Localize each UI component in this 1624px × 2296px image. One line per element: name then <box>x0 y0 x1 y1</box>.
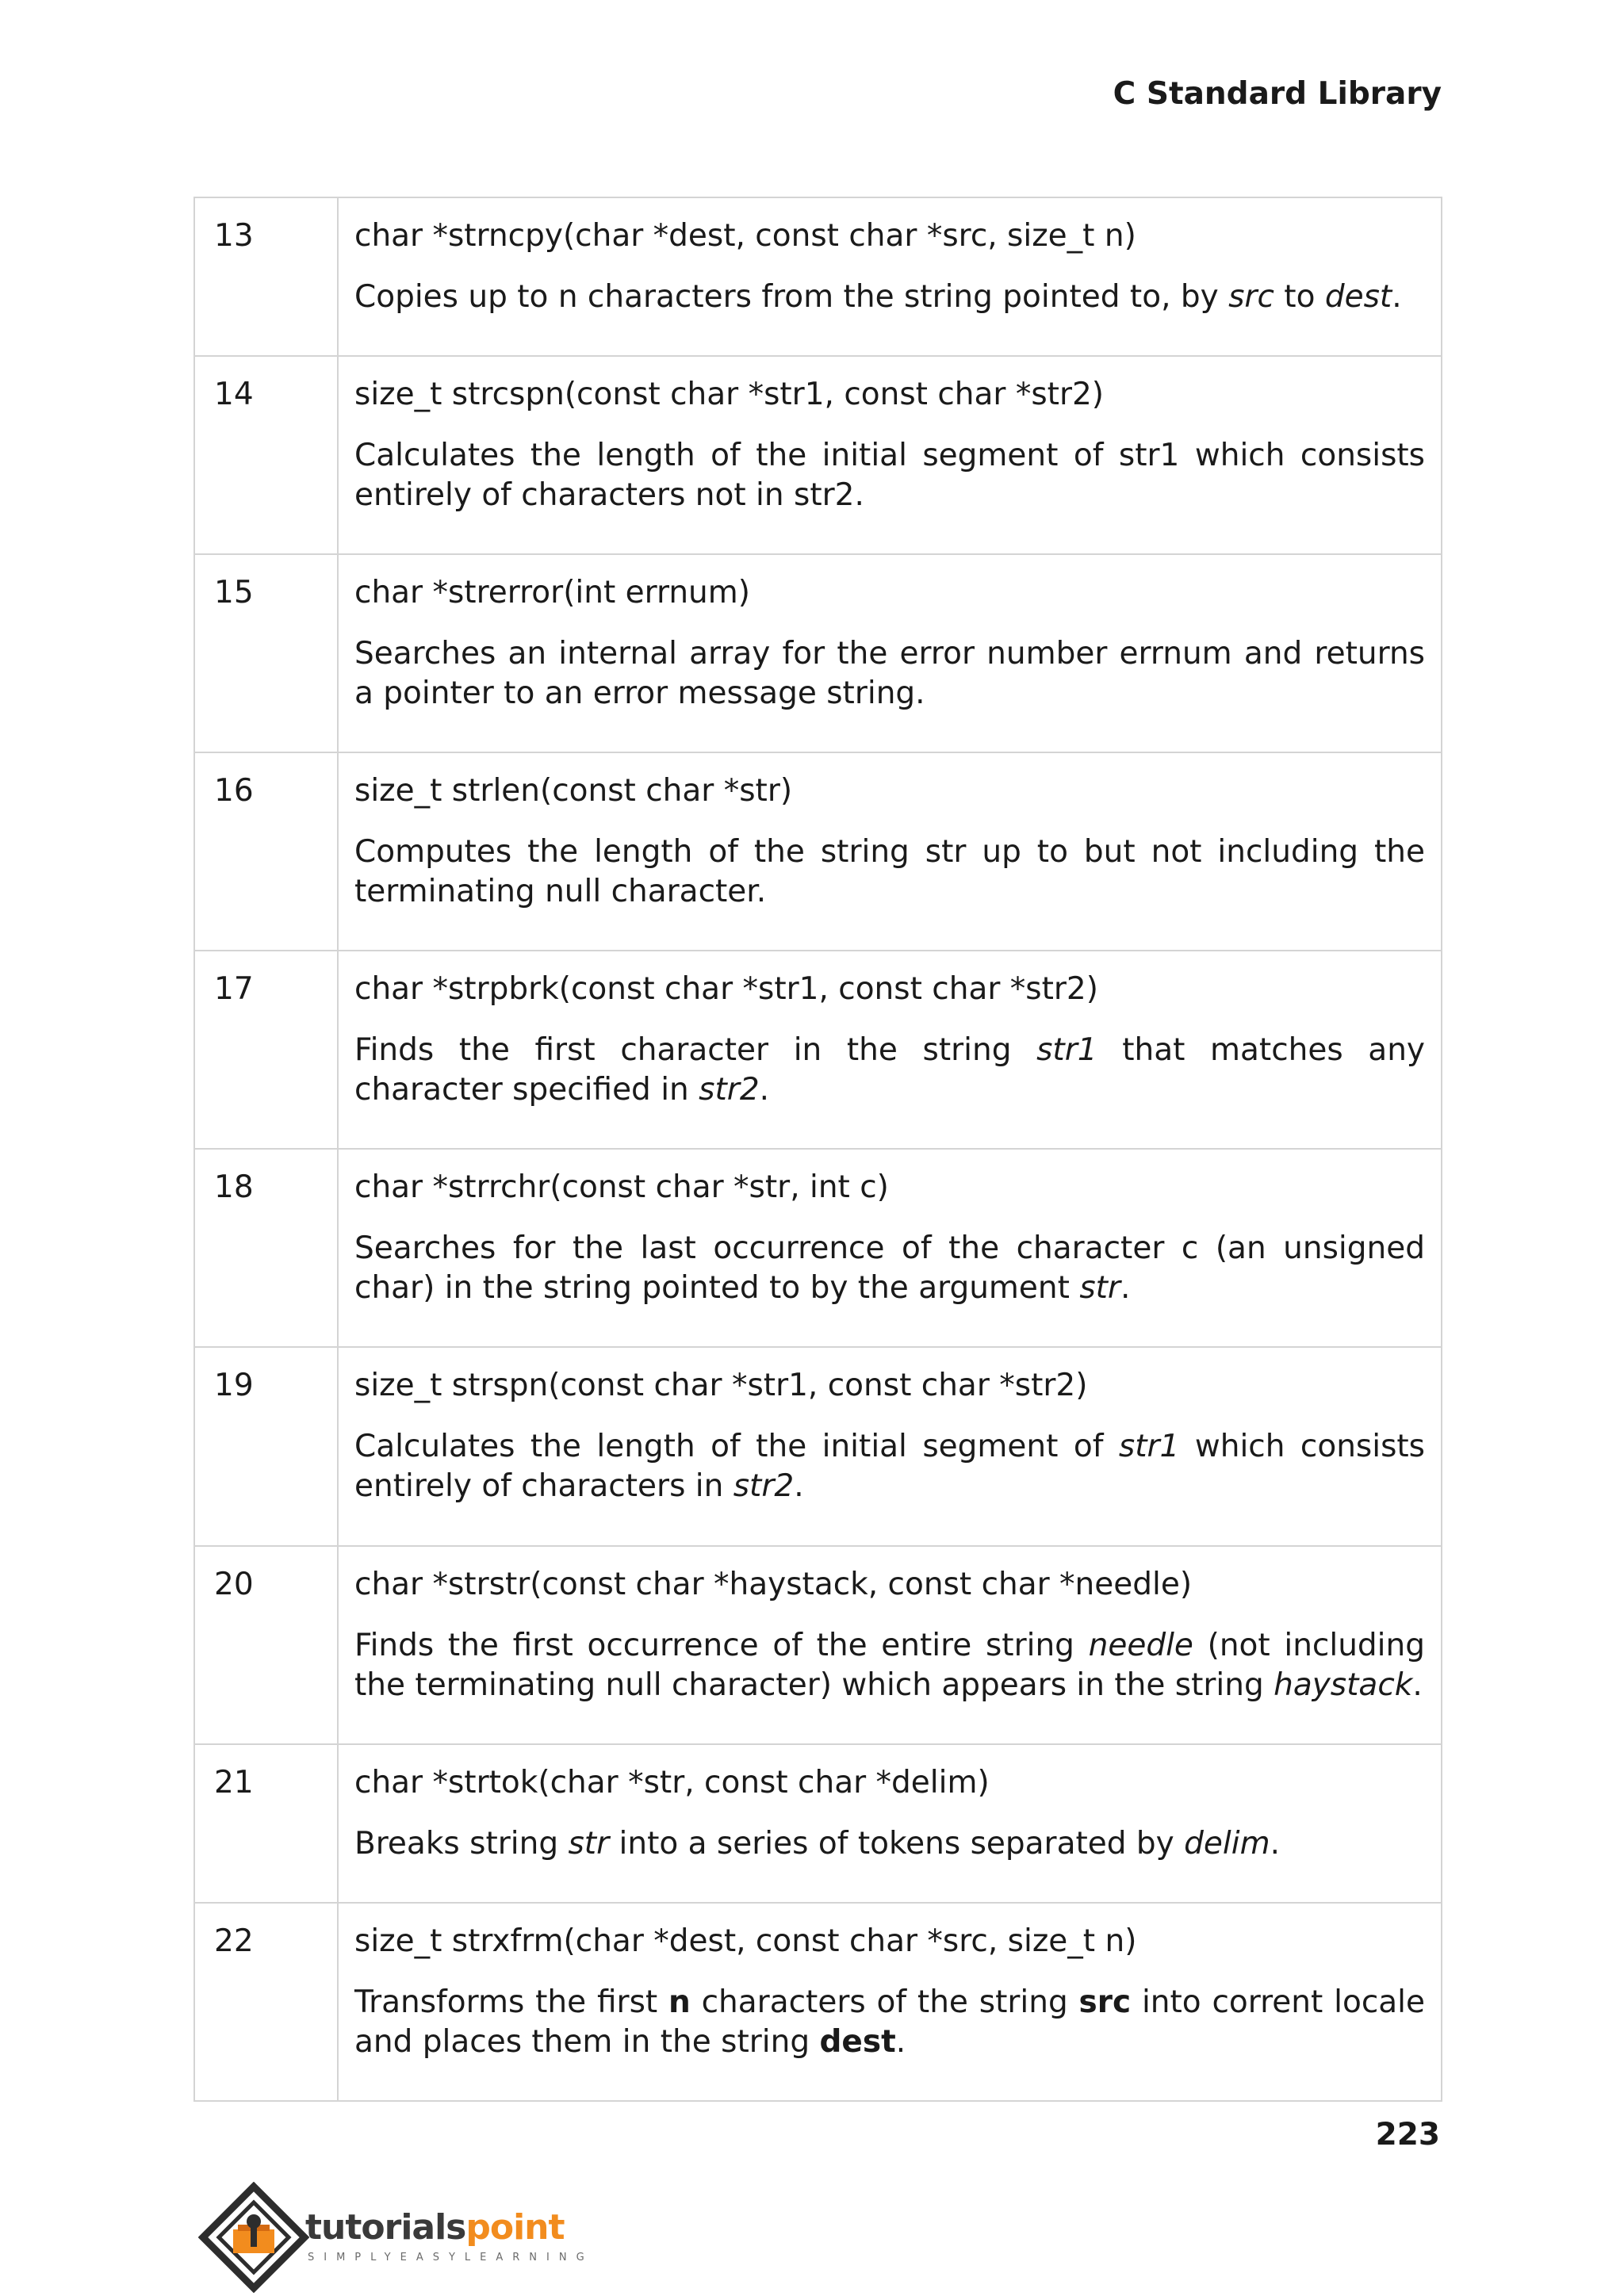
row-number: 20 <box>194 1546 338 1744</box>
description-segment: Searches for the last occurrence of the character c (an unsigned char) in the string pointed to by the argument <box>354 1230 1425 1306</box>
description-segment: . <box>1270 1826 1280 1862</box>
description-segment: n <box>668 1984 691 2020</box>
function-cell <box>338 951 1442 1149</box>
logo-wordmark <box>305 2207 565 2248</box>
table-row <box>194 1903 1442 2101</box>
function-description <box>354 634 1425 714</box>
description-segment: Transforms the first <box>354 1984 669 2020</box>
description-segment: . <box>794 1468 804 1504</box>
function-cell <box>338 1744 1442 1903</box>
function-description <box>354 277 1425 317</box>
tutorialspoint-logo <box>198 2182 594 2293</box>
function-description <box>354 1031 1425 1110</box>
function-description <box>354 1983 1425 2062</box>
row-number: 21 <box>194 1744 338 1903</box>
description-segment: haystack <box>1274 1667 1413 1703</box>
table-row <box>194 197 1442 356</box>
description-segment: into corrent locale and places them in the string <box>354 1984 1426 2060</box>
description-segment: dest <box>819 2024 896 2060</box>
function-cell <box>338 1347 1442 1546</box>
description-segment: (not including the terminating null character) which appears in the string <box>354 1628 1425 1703</box>
description-segment: . <box>1120 1270 1131 1306</box>
function-cell <box>338 1546 1442 1744</box>
row-number: 19 <box>194 1347 338 1546</box>
function-cell <box>338 554 1442 752</box>
table-row <box>194 554 1442 752</box>
description-segment: str <box>1079 1270 1120 1306</box>
row-number: 15 <box>194 554 338 752</box>
table-row <box>194 1347 1442 1546</box>
description-segment: Calculates the length of the initial segment of <box>354 1429 1119 1464</box>
table-row <box>194 356 1442 554</box>
table-row <box>194 1546 1442 1744</box>
description-segment: Searches an internal array for the error number errnum and returns a pointer to an error message string. <box>354 636 1425 711</box>
row-number: 22 <box>194 1903 338 2101</box>
function-signature: char *strstr(const char *haystack, const char *needle) <box>354 1567 1193 1602</box>
description-segment: . <box>1392 279 1402 315</box>
function-signature: size_t strlen(const char *str) <box>354 773 793 809</box>
function-cell <box>338 1149 1442 1347</box>
logo-emblem-icon <box>198 2182 309 2293</box>
description-segment: . <box>1412 1667 1423 1703</box>
description-segment: that matches any character specified in <box>354 1032 1425 1108</box>
table-row <box>194 1744 1442 1903</box>
function-signature: char *strncpy(char *dest, const char *src, size_t n) <box>354 218 1136 254</box>
function-signature: size_t strcspn(const char *str1, const char *str2) <box>354 377 1105 412</box>
description-segment: to <box>1274 279 1325 315</box>
logo-word-main: tutorials <box>305 2207 466 2248</box>
function-description <box>354 436 1425 515</box>
function-cell <box>338 1903 1442 2101</box>
function-cell <box>338 752 1442 951</box>
function-table-body <box>194 197 1442 2101</box>
logo-tagline: SIMPLYEASYLEARNING <box>308 2252 594 2263</box>
page-number: 223 <box>1375 2117 1440 2152</box>
function-description <box>354 1427 1425 1506</box>
description-segment: into a series of tokens separated by <box>609 1826 1185 1862</box>
description-segment: str1 <box>1036 1032 1097 1068</box>
description-segment: delim <box>1184 1826 1270 1862</box>
description-segment: str2 <box>733 1468 795 1504</box>
description-segment: Finds the first character in the string <box>354 1032 1037 1068</box>
row-number: 13 <box>194 197 338 356</box>
function-signature: char *strrchr(const char *str, int c) <box>354 1169 889 1205</box>
page-header-title: C Standard Library <box>1113 76 1442 112</box>
function-signature: size_t strxfrm(char *dest, const char *src, size_t n) <box>354 1923 1137 1959</box>
description-segment: Breaks string <box>354 1826 569 1862</box>
row-number: 14 <box>194 356 338 554</box>
description-segment: . <box>895 2024 906 2060</box>
row-number: 17 <box>194 951 338 1149</box>
function-signature: char *strpbrk(const char *str1, const char *str2) <box>354 971 1098 1007</box>
description-segment: . <box>759 1072 770 1108</box>
function-signature: char *strerror(int errnum) <box>354 575 750 610</box>
description-segment: dest <box>1324 279 1392 315</box>
description-segment: characters of the string <box>690 1984 1079 2020</box>
table-row <box>194 752 1442 951</box>
function-description <box>354 832 1425 912</box>
description-segment: needle <box>1088 1628 1193 1663</box>
description-segment: Finds the first occurrence of the entire string <box>354 1628 1089 1663</box>
logo-word-accent: point <box>465 2207 565 2248</box>
table-row <box>194 951 1442 1149</box>
description-segment: src <box>1228 279 1274 315</box>
function-cell <box>338 197 1442 356</box>
description-segment: str <box>568 1826 610 1862</box>
function-description <box>354 1626 1425 1705</box>
function-description <box>354 1824 1425 1864</box>
function-description <box>354 1229 1425 1308</box>
description-segment: str2 <box>699 1072 760 1108</box>
description-segment: Calculates the length of the initial segment of str1 which consists entirely of characters not in str2. <box>354 438 1425 513</box>
function-signature: size_t strspn(const char *str1, const char *str2) <box>354 1368 1088 1403</box>
description-segment: which consists entirely of characters in <box>354 1429 1425 1504</box>
description-segment: src <box>1078 1984 1132 2020</box>
row-number: 18 <box>194 1149 338 1347</box>
description-segment: str1 <box>1118 1429 1180 1464</box>
row-number: 16 <box>194 752 338 951</box>
function-cell <box>338 356 1442 554</box>
function-signature: char *strtok(char *str, const char *delim) <box>354 1765 990 1800</box>
description-segment: Copies up to n characters from the string pointed to, by <box>354 279 1229 315</box>
description-segment: Computes the length of the string str up to but not including the terminating null character. <box>354 834 1425 909</box>
function-table <box>193 197 1442 2102</box>
table-row <box>194 1149 1442 1347</box>
